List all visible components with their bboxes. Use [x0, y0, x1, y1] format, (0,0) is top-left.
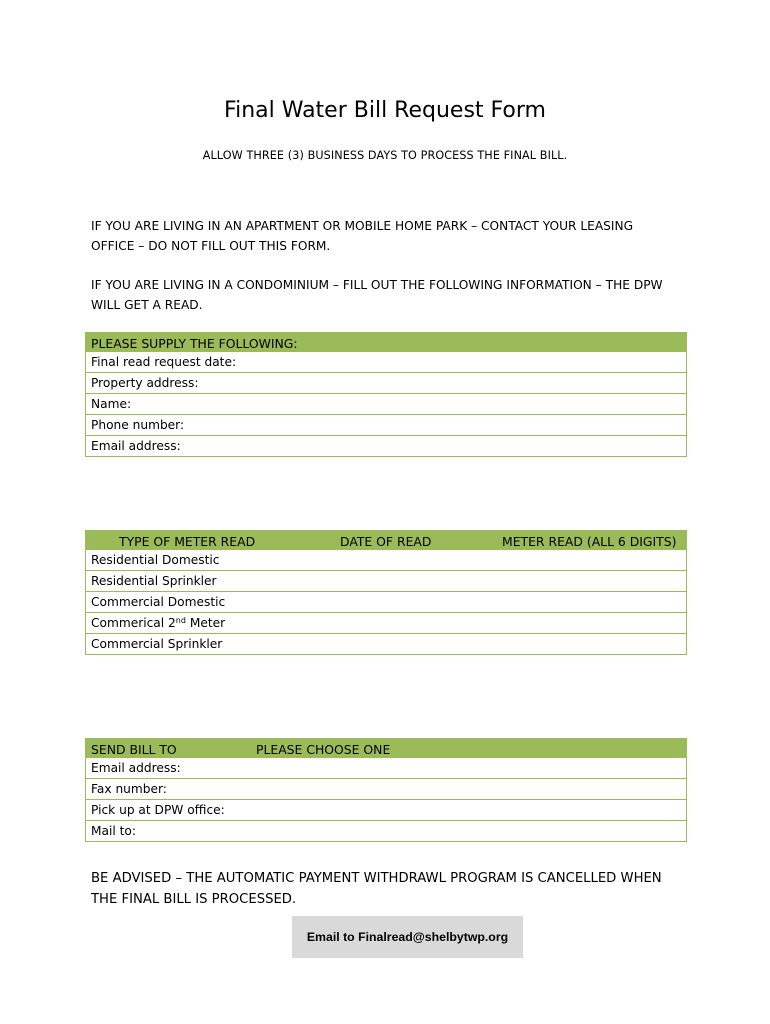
send-option-email[interactable]: Email address:	[85, 758, 687, 779]
send-bill-to-label: SEND BILL TO	[91, 742, 177, 757]
condominium-notice-line1: IF YOU ARE LIVING IN A CONDOMINIUM – FILL OUT THE FOLLOWING INFORMATION – THE DPW	[91, 278, 663, 292]
apartment-notice	[91, 216, 691, 256]
send-bill-table	[85, 738, 687, 842]
condominium-notice-line2: WILL GET A READ.	[91, 298, 203, 312]
meter-row-commercial-2nd-meter[interactable]	[85, 613, 687, 634]
ordinal-suffix: nd	[175, 616, 186, 625]
condominium-notice	[91, 275, 691, 315]
send-option-fax[interactable]: Fax number:	[85, 779, 687, 800]
advisory-line1: BE ADVISED – THE AUTOMATIC PAYMENT WITHDRAWL PROGRAM IS CANCELLED WHEN	[91, 871, 662, 886]
supply-table-header	[85, 332, 687, 352]
apartment-notice-line2: OFFICE – DO NOT FILL OUT THIS FORM.	[91, 239, 331, 253]
date-of-read-header: DATE OF READ	[340, 534, 432, 549]
meter-row-commercial-2nd-suffix: Meter	[185, 616, 226, 630]
field-final-read-date[interactable]: Final read request date:	[85, 352, 687, 373]
supply-header-label: PLEASE SUPPLY THE FOLLOWING:	[91, 336, 298, 351]
processing-note: ALLOW THREE (3) BUSINESS DAYS TO PROCESS THE FINAL BILL.	[202, 149, 568, 162]
advisory-line2: THE FINAL BILL IS PROCESSED.	[91, 892, 297, 907]
send-option-pickup[interactable]: Pick up at DPW office:	[85, 800, 687, 821]
choose-one-label: PLEASE CHOOSE ONE	[256, 742, 391, 757]
meter-row-commercial-sprinkler[interactable]: Commercial Sprinkler	[85, 634, 687, 655]
meter-row-commercial-domestic[interactable]: Commercial Domestic	[85, 592, 687, 613]
field-name[interactable]: Name:	[85, 394, 687, 415]
apartment-notice-line1: IF YOU ARE LIVING IN AN APARTMENT OR MOBILE HOME PARK – CONTACT YOUR LEASING	[91, 219, 634, 233]
meter-type-header: TYPE OF METER READ	[119, 534, 256, 549]
send-bill-header	[85, 738, 687, 758]
supply-table	[85, 332, 687, 457]
email-submit-button[interactable]: Email to Finalread@shelbytwp.org	[292, 916, 523, 958]
send-option-mail[interactable]: Mail to:	[85, 821, 687, 842]
meter-row-residential-sprinkler[interactable]: Residential Sprinkler	[85, 571, 687, 592]
advisory-notice	[91, 868, 691, 910]
field-phone-number[interactable]: Phone number:	[85, 415, 687, 436]
meter-row-commercial-2nd-label: Commerical 2	[91, 616, 176, 630]
field-property-address[interactable]: Property address:	[85, 373, 687, 394]
meter-table-header	[85, 530, 687, 550]
meter-table	[85, 530, 687, 655]
meter-read-header: METER READ (ALL 6 DIGITS)	[502, 534, 677, 549]
meter-row-residential-domestic[interactable]: Residential Domestic	[85, 550, 687, 571]
field-email-address[interactable]: Email address:	[85, 436, 687, 457]
page-title: Final Water Bill Request Form	[224, 98, 546, 123]
